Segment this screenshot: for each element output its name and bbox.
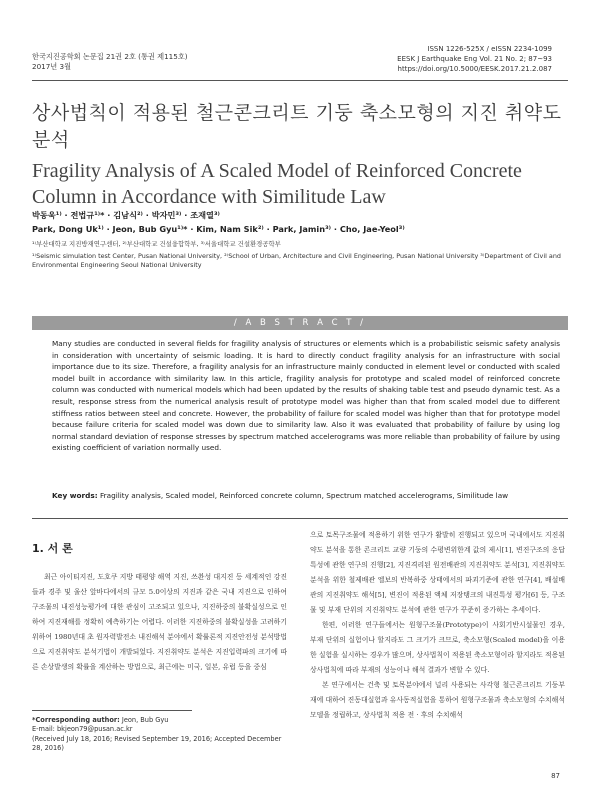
body-left-column [32, 570, 287, 675]
abstract-divider [32, 518, 568, 519]
keywords-label: Key words: [52, 491, 98, 500]
abstract-banner: / A B S T R A C T / [32, 316, 568, 330]
footnote-email: E-mail: bkjeon79@pusan.ac.kr [32, 725, 133, 734]
paragraph: 본 연구에서는 건축 및 토목분야에서 널리 사용되는 사각형 철근콘크리트 기둥부재에 대하여 진동대실험과 유사동적실험을 통하여 원형구조물과 축소모형의 수치해석 모델을 정립하고, 상사법칙 적용 전 · 후의 수치해석 [310, 681, 565, 719]
authors-english: Park, Dong Uk¹⁾ · Jeon, Bub Gyu¹⁾* · Kim, Nam Sik²⁾ · Park, Jamin³⁾ · Cho, Jae-Yeol³⁾ [32, 224, 405, 234]
paragraph: 으로 토목구조물에 적용하기 위한 연구가 활발히 진행되고 있으며 국내에서도 지진취약도 분석을 통한 콘크리트 교량 기둥의 수평변위한계 값의 제시[1], 변진구조의 응답특성에 관한 연구의 진행[2], 지진격리된 원전배관의 지진취약도 분석[3], 지진취약도 분석을 위한 철제배관 엘보의 반복하중 상태에서의 파괴기준에 관한 연구[4], 배설배관의 지진취약도 해석[5], 변진이 적용된 액체 저장탱크의 내진특성 평가[6] 등, 구조물 및 부재 단위의 지진취약도 분석에 관한 연구가 꾸준히 증가하는 추세이다. [310, 531, 565, 614]
footnote-label: *Corresponding author: [32, 716, 120, 724]
footnote [32, 716, 287, 754]
journal-identifiers [397, 44, 552, 74]
page-number: 87 [551, 772, 560, 780]
footnote-dates: (Received July 18, 2016; Revised September 19, 2016; Accepted December 28, 2016) [32, 734, 282, 753]
affiliations-korean: ¹⁾부산대학교 지진방재연구센터, ²⁾부산대학교 건설융합학부, ³⁾서울대학교 건설환경공학부 [32, 240, 281, 248]
keywords [52, 490, 560, 501]
header-divider [32, 80, 568, 81]
paragraph: 한편, 이러한 연구들에서는 원형구조물(Prototype)이 사회기반시설물인 경우, 부재 단위의 실험이나 할지라도 그 크기가 크므로, 축소모형(Scaled model)을 이용한 실험을 실시하는 경우가 많으며, 상사법칙이 적용된 축소모형이라 할지라도 적용된 상사법칙에 따라 부재의 성능이나 해석 결과가 변할 수 있다. [310, 621, 565, 674]
eesk-citation: EESK J Earthquake Eng Vol. 21 No. 2; 87~93 [397, 55, 552, 63]
footnote-divider [32, 710, 192, 711]
keywords-text: Fragility analysis, Scaled model, Reinforced concrete column, Spectrum matched accelerograms, Similitude law [99, 491, 509, 500]
title-english: Fragility Analysis of A Scaled Model of Reinforced Concrete Column in Accordance with Similitude Law [32, 160, 522, 208]
doi-link[interactable]: https://doi.org/10.5000/EESK.2017.21.2.087 [397, 65, 552, 73]
journal-info [32, 52, 188, 72]
abstract-text: Many studies are conducted in several fields for fragility analysis of structures or elements which is a probabilistic seismic safety analysis in consideration with uncertainty of seismic loading. It is hard to directly conduct fragility analysis for an infrastructure with social importance due to its size. Therefore, a fragility analysis for an infrastructure mainly conducted in element level or conducted with scaled model built in accordance with similarity law. In this article, fragility analysis for prototype and scaled model of reinforced concrete column was conducted with numerical models which had been updated by the results of shaking table test and pseudo dynamic test. As a result, response stress from the numerical analysis result of prototype model was higher than that from scaled model due to different stiffness ratios between steel and concrete. However, the probability of failure for scaled model was higher than that for prototype model because failure criteria for scaled model was down due to similarity law. Also it was evaluated that probability of failure by using log normal standard deviation of response stresses by spectrum matched accelerograms was more reliable than probability of failure by using existing coefficient of variation normally used. [52, 339, 560, 453]
journal-name-ko: 한국지진공학회 논문집 21권 2호 (통권 제115호) [32, 52, 188, 61]
paragraph: 최근 아이티지진, 도호쿠 지방 태평양 해역 지진, 쓰촨성 대지진 등 세계적인 강진들과 경주 및 울산 앞바다에서의 규모 5.0이상의 지진과 같은 국내 지진으로 인하여 구조물의 내진성능평가에 대한 관심이 고조되고 있으나, 지진하중의 불확실성으로 인하여 지진재해를 정확히 예측하기는 어렵다. 이러한 지진하중의 불확실성을 고려하기 위하여 1980년대 초 원자력발전소 내진해석 분야에서 확률론적 지진안전성 분석방법으로 지진취약도 분석기법이 개발되었다. 지진취약도 분석은 지진입력파의 크기에 따른 손상발생의 확률을 계산하는 방법으로, 최근에는 미국, 일본, 유럽 등을 중심 [32, 573, 287, 671]
issn: ISSN 1226-525X / eISSN 2234-1099 [427, 45, 552, 53]
body-right-column [310, 528, 565, 723]
footnote-author: Jeon, Bub Gyu [121, 716, 169, 724]
authors-korean: 박동욱¹⁾ · 전법규¹⁾* · 김남식²⁾ · 박자민³⁾ · 조재열³⁾ [32, 210, 220, 220]
title-korean: 상사법칙이 적용된 철근콘크리트 기둥 축소모형의 지진 취약도 분석 [32, 102, 562, 151]
affiliations-english: ¹⁾Seismic simulation test Center, Pusan National University, ²⁾School of Urban, Architecture and Civil Engineering, Pusan National University ³⁾Department of Civil and Environmental Engineering Seoul National University [32, 252, 561, 269]
section-heading: 1. 서 론 [32, 542, 73, 555]
journal-date: 2017년 3월 [32, 62, 72, 71]
